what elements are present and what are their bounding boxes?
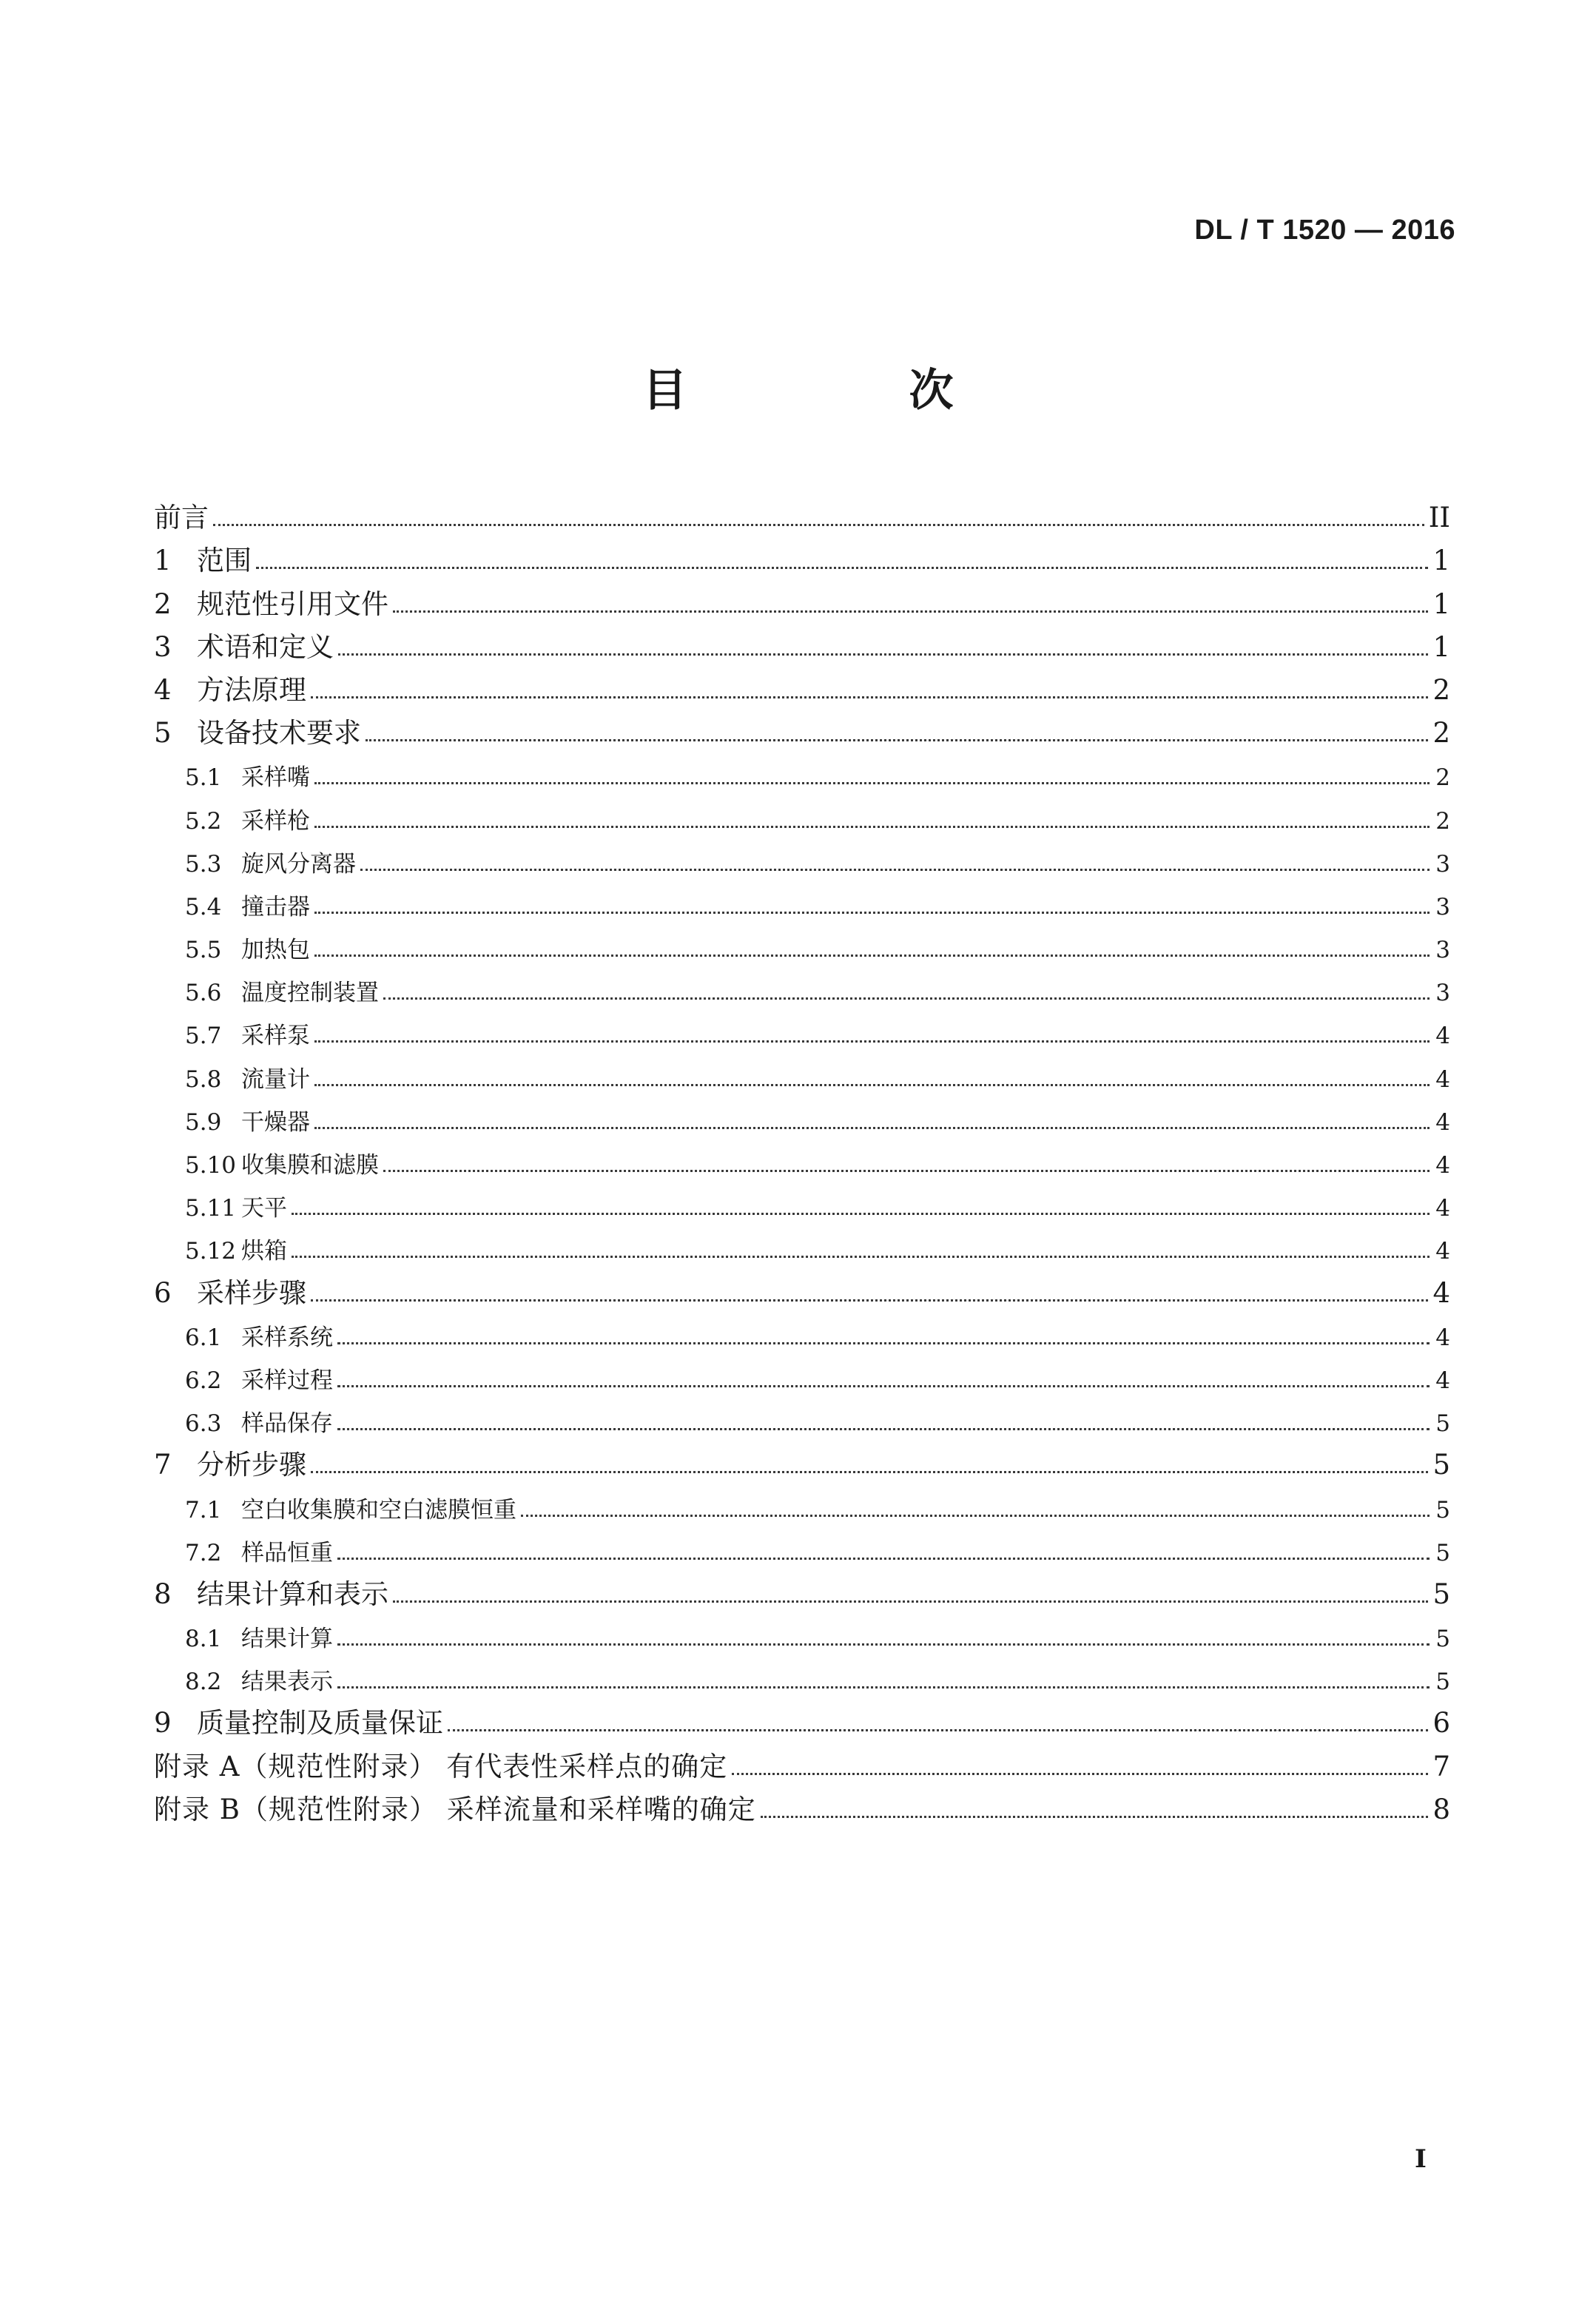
toc-page-number: 7	[1432, 1750, 1450, 1782]
toc-entry-title: 采样嘴	[241, 764, 310, 792]
dot-leader	[311, 1471, 1428, 1473]
toc-page-number: 5	[1432, 1449, 1450, 1481]
toc-entry-title: 采样步骤	[197, 1276, 306, 1309]
toc-entry-title: 分析步骤	[197, 1449, 306, 1481]
toc-entry-number: 8	[154, 1578, 172, 1610]
toc-entry[interactable]	[154, 1780, 1450, 1823]
toc-entry-number: 1	[154, 545, 172, 577]
toc-entry[interactable]	[154, 574, 1450, 620]
toc-entry-number: 5.5	[185, 937, 222, 964]
page-title: 目 次	[642, 365, 1043, 417]
toc-entry-number: 7	[154, 1449, 172, 1481]
toc-page-number: 1	[1432, 587, 1450, 620]
toc-entry-title: 收集膜和滤膜	[241, 1152, 379, 1179]
toc-page-number: 5	[1432, 1578, 1450, 1610]
dot-leader	[337, 1385, 1430, 1387]
toc-entry[interactable]	[154, 1435, 1450, 1481]
toc-entry-number: 7.2	[185, 1539, 222, 1566]
dot-leader	[311, 1299, 1428, 1302]
toc-entry-title: 撞击器	[241, 893, 310, 920]
toc-subentry[interactable]	[154, 962, 1450, 1005]
toc-subentry[interactable]	[154, 919, 1450, 962]
dot-leader	[314, 912, 1430, 914]
toc-entry-title: 干燥器	[241, 1108, 310, 1136]
toc-entry-title: 温度控制装置	[241, 980, 379, 1007]
dot-leader	[213, 524, 1424, 526]
toc-entry-title: 质量控制及质量保证	[197, 1707, 443, 1740]
toc-entry-title: 范围	[197, 545, 252, 577]
toc-entry-number: 5.3	[185, 850, 222, 878]
toc-page-number: 2	[1432, 717, 1450, 750]
toc-subentry[interactable]	[154, 1134, 1450, 1177]
toc-page-number: 5	[1435, 1626, 1450, 1653]
toc-entry-number: 5.4	[185, 893, 222, 920]
dot-leader	[761, 1816, 1429, 1818]
toc-page-number: 5	[1435, 1496, 1450, 1524]
dot-leader	[448, 1729, 1428, 1731]
toc-subentry[interactable]	[154, 1220, 1450, 1263]
toc-entry-number: 8.1	[185, 1626, 222, 1653]
toc-subentry[interactable]	[154, 1393, 1450, 1438]
dot-leader	[311, 696, 1428, 698]
toc-entry-title: 空白收集膜和空白滤膜恒重	[241, 1496, 516, 1524]
dot-leader	[337, 1428, 1430, 1430]
toc-entry-title: 术语和定义	[197, 630, 334, 663]
toc-page-number: 3	[1435, 937, 1450, 964]
toc-page-number: 4	[1435, 1065, 1450, 1093]
toc-entry-number: 6.1	[185, 1324, 222, 1351]
document-code: DL / T 1520 — 2016	[1194, 215, 1455, 246]
toc-entry-title: 采样系统	[241, 1324, 333, 1351]
dot-leader	[337, 1643, 1430, 1646]
toc-entry-number: 5.12	[185, 1238, 237, 1265]
dot-leader	[292, 1213, 1430, 1215]
dot-leader	[383, 997, 1430, 1000]
dot-leader	[337, 1686, 1430, 1689]
toc-subentry[interactable]	[154, 1478, 1450, 1524]
toc-entry-number: 5.10	[185, 1152, 237, 1179]
toc-entry-title: 采样过程	[241, 1367, 333, 1394]
toc-page-number: 4	[1435, 1023, 1450, 1050]
toc-entry-number: 5.8	[185, 1065, 222, 1093]
toc-subentry[interactable]	[154, 747, 1450, 792]
toc-entry[interactable]	[154, 1263, 1450, 1309]
toc-entry-title: 结果计算和表示	[197, 1578, 388, 1610]
dot-leader	[314, 782, 1430, 784]
toc-subentry[interactable]	[154, 1651, 1450, 1694]
toc-page-number: 5	[1435, 1410, 1450, 1438]
toc-entry-number: 6.3	[185, 1410, 222, 1438]
toc-entry[interactable]	[154, 618, 1450, 661]
toc-subentry[interactable]	[154, 1608, 1450, 1651]
toc-subentry[interactable]	[154, 789, 1450, 835]
toc-entry[interactable]	[154, 1565, 1450, 1608]
toc-page-number: 6	[1432, 1707, 1450, 1740]
toc-subentry[interactable]	[154, 1048, 1450, 1091]
toc-entry-title: 结果表示	[241, 1669, 333, 1696]
dot-leader	[338, 653, 1428, 656]
toc-entry-title: 设备技术要求	[197, 717, 361, 750]
toc-page-number: 3	[1435, 850, 1450, 878]
toc-entry-number: 6.2	[185, 1367, 222, 1394]
toc-page-number: 4	[1435, 1195, 1450, 1222]
toc-subentry[interactable]	[154, 1005, 1450, 1048]
dot-leader	[314, 826, 1430, 828]
toc-entry-title: 结果计算	[241, 1626, 333, 1653]
dot-leader	[337, 1558, 1430, 1560]
toc-entry[interactable]	[154, 1694, 1450, 1740]
toc-entry[interactable]	[154, 488, 1450, 534]
toc-subentry[interactable]	[154, 876, 1450, 919]
toc-entry-number: 5.9	[185, 1108, 222, 1136]
toc-entry-number: 4	[154, 673, 172, 706]
toc-entry-number: 5.2	[185, 807, 222, 835]
toc-entry-title: 方法原理	[197, 673, 306, 706]
dot-leader	[292, 1256, 1430, 1258]
dot-leader	[337, 1342, 1430, 1344]
toc-entry-number: 5.6	[185, 980, 222, 1007]
toc-page-number: 4	[1435, 1152, 1450, 1179]
toc-entry-title: 加热包	[241, 937, 310, 964]
toc-subentry[interactable]	[154, 1522, 1450, 1565]
toc-entry-title: 规范性引用文件	[197, 587, 388, 620]
dot-leader	[314, 1040, 1430, 1043]
toc-entry-number: 2	[154, 587, 172, 620]
dot-leader	[256, 567, 1428, 569]
toc-entry-number: 7.1	[185, 1496, 222, 1524]
toc-entry-title: 前言	[154, 502, 209, 534]
toc-entry-title: 烘箱	[241, 1238, 287, 1265]
toc-page-number: 8	[1432, 1793, 1450, 1825]
toc-entry-number: 5.11	[185, 1195, 237, 1222]
toc-page-number: 2	[1435, 764, 1450, 792]
toc-page-number: 4	[1432, 1276, 1450, 1309]
toc-subentry[interactable]	[154, 833, 1450, 876]
toc-entry[interactable]	[154, 661, 1450, 704]
toc-entry-title: 样品保存	[241, 1410, 333, 1438]
toc-page-number: 4	[1435, 1324, 1450, 1351]
toc-entry-number: 6	[154, 1276, 172, 1309]
dot-leader	[393, 610, 1428, 613]
toc-entry-number: 8.2	[185, 1669, 222, 1696]
dot-leader	[393, 1600, 1428, 1603]
toc-page-number: 2	[1432, 673, 1450, 706]
toc-entry[interactable]	[154, 1737, 1450, 1780]
toc-entry[interactable]	[154, 704, 1450, 750]
toc-entry-number: 5.7	[185, 1023, 222, 1050]
toc-entry-title: 天平	[241, 1195, 287, 1222]
dot-leader	[366, 739, 1428, 741]
toc-subentry[interactable]	[154, 1177, 1450, 1220]
toc-page-number: 4	[1435, 1238, 1450, 1265]
toc-page-number: 2	[1435, 807, 1450, 835]
dot-leader	[314, 1084, 1430, 1086]
toc-entry-title: 采样枪	[241, 807, 310, 835]
toc-entry-title: 样品恒重	[241, 1539, 333, 1566]
dot-leader	[360, 869, 1430, 871]
toc-page-number: 1	[1432, 630, 1450, 663]
toc-page-number: 5	[1435, 1539, 1450, 1566]
table-of-contents	[154, 488, 1450, 1823]
toc-page-number: 3	[1435, 893, 1450, 920]
toc-entry-title: 流量计	[241, 1065, 310, 1093]
toc-entry-number: 3	[154, 630, 172, 663]
dot-leader	[521, 1515, 1430, 1517]
toc-page-number: 4	[1435, 1367, 1450, 1394]
dot-leader	[383, 1170, 1430, 1172]
page-number: I	[1415, 2144, 1427, 2174]
toc-entry-title: 旋风分离器	[241, 850, 356, 878]
toc-page-number: II	[1428, 502, 1450, 534]
dot-leader	[314, 1127, 1430, 1129]
toc-entry-number: 5.1	[185, 764, 222, 792]
dot-leader	[732, 1773, 1428, 1775]
toc-page-number: 1	[1432, 545, 1450, 577]
toc-subentry[interactable]	[154, 1091, 1450, 1134]
dot-leader	[314, 955, 1430, 957]
toc-entry-number: 9	[154, 1707, 172, 1740]
toc-entry-title: 附录 A（规范性附录） 有代表性采样点的确定	[154, 1750, 728, 1782]
toc-entry-number: 5	[154, 717, 172, 750]
toc-subentry[interactable]	[154, 1307, 1450, 1350]
toc-page-number: 5	[1435, 1669, 1450, 1696]
toc-subentry[interactable]	[154, 1350, 1450, 1393]
toc-page-number: 3	[1435, 980, 1450, 1007]
toc-entry-title: 附录 B（规范性附录） 采样流量和采样嘴的确定	[154, 1793, 756, 1825]
toc-page-number: 4	[1435, 1108, 1450, 1136]
toc-entry[interactable]	[154, 531, 1450, 577]
toc-entry-title: 采样泵	[241, 1023, 310, 1050]
